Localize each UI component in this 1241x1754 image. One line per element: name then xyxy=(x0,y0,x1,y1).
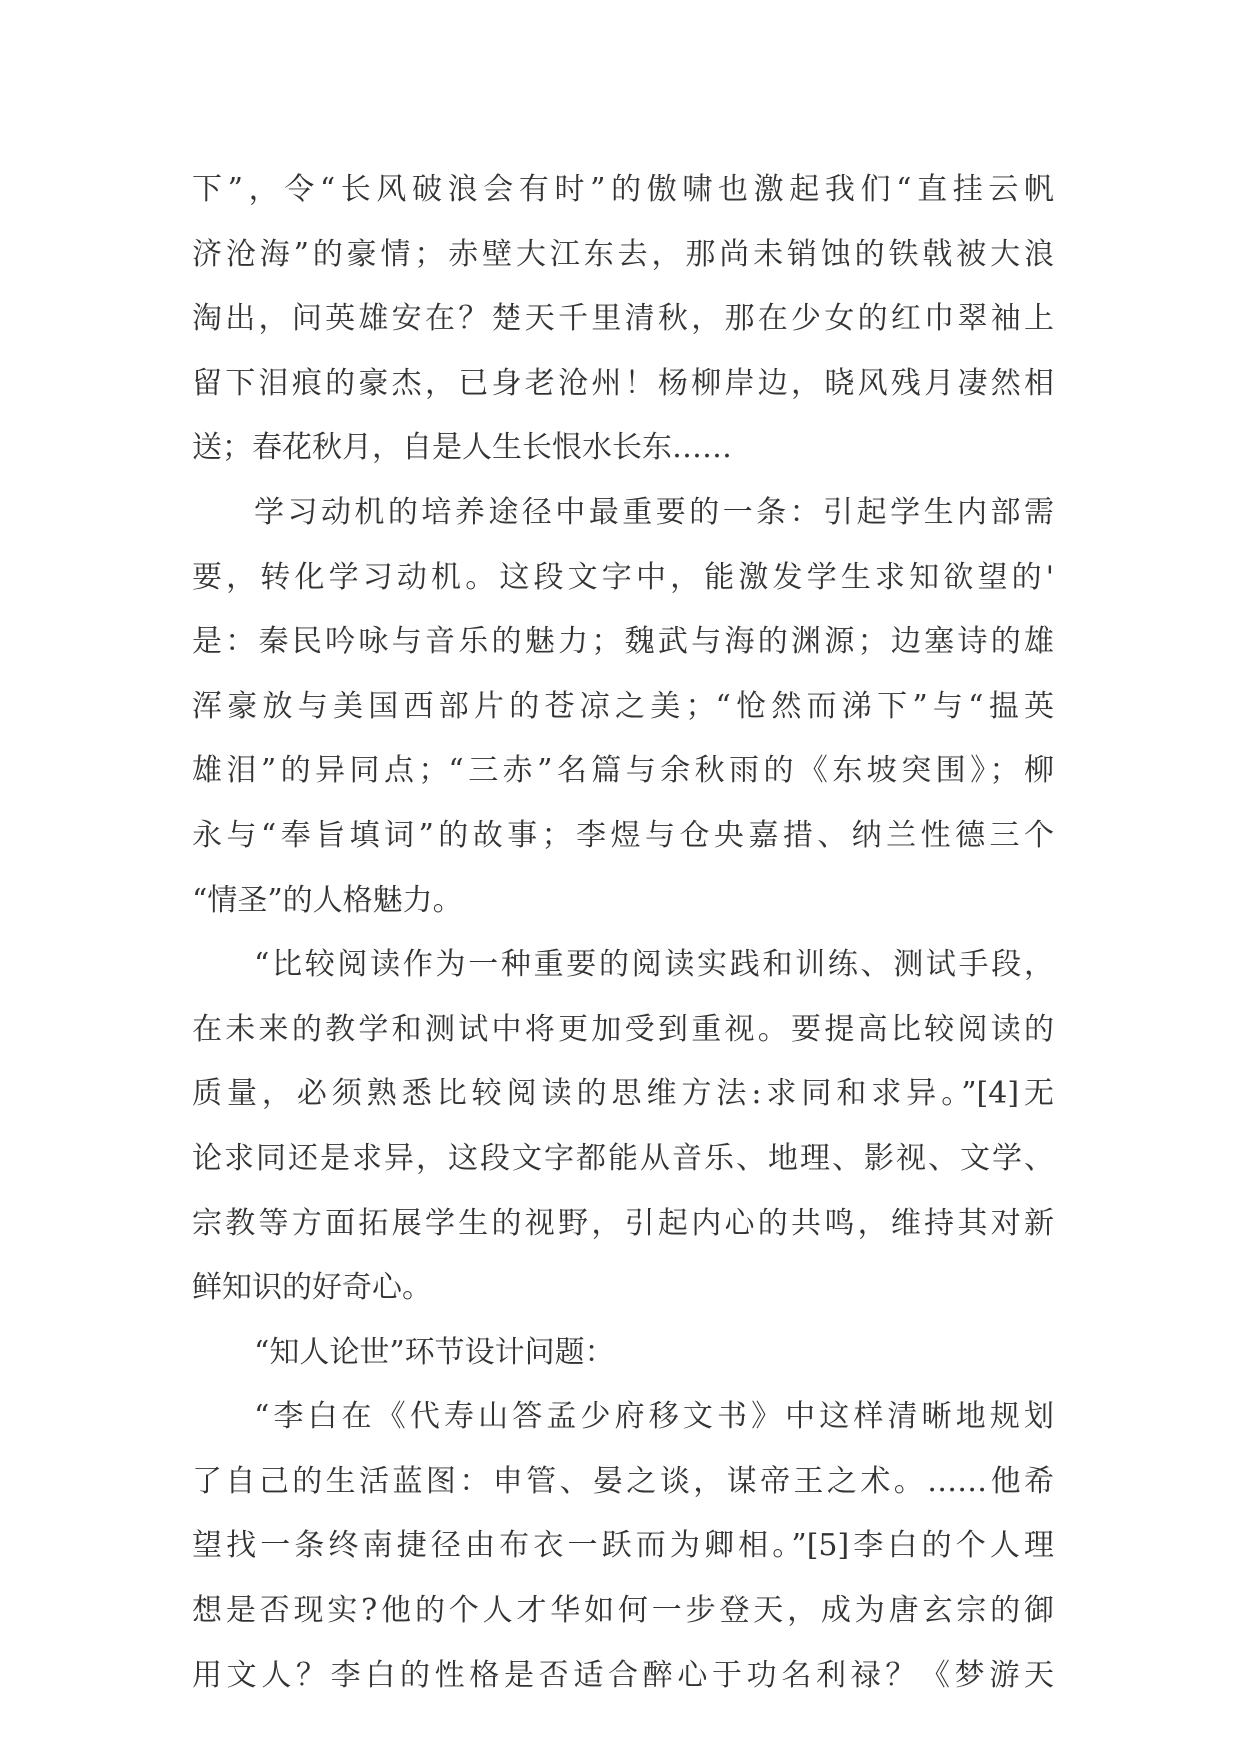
paragraph-2 xyxy=(192,481,1054,933)
text-line: 鲜知识的好奇心。 xyxy=(192,1270,432,1306)
text-line: 了自己的生活蓝图：申管、晏之谈，谋帝王之术。……他希 xyxy=(192,1463,1054,1499)
text-line: 济沧海”的豪情；赤壁大江东去，那尚未销蚀的铁戟被大浪 xyxy=(192,236,1054,272)
text-line: 用文人？李白的性格是否适合醉心于功名利禄？《梦游天 xyxy=(192,1657,1054,1693)
text-line: 学习动机的培养途径中最重要的一条：引起学生内部需 xyxy=(254,494,1054,530)
text-line: 淘出，问英雄安在？楚天千里清秋，那在少女的红巾翠袖上 xyxy=(192,301,1054,337)
text-line: 要，转化学习动机。这段文字中，能激发学生求知欲望的' xyxy=(192,559,1054,595)
body-text xyxy=(192,158,1054,1708)
text-line: 在未来的教学和测试中将更加受到重视。要提高比较阅读的 xyxy=(192,1011,1054,1047)
text-line: 想是否现实?他的个人才华如何一步登天，成为唐玄宗的御 xyxy=(192,1593,1054,1629)
text-line: 望找一条终南捷径由布衣一跃而为卿相。”[5]李白的个人理 xyxy=(192,1528,1054,1564)
text-line: 雄泪”的异同点；“三赤”名篇与余秋雨的《东坡突围》；柳 xyxy=(192,753,1054,789)
text-line: “比较阅读作为一种重要的阅读实践和训练、测试手段， xyxy=(254,947,1054,983)
text-line: “李白在《代寿山答孟少府移文书》中这样清晰地规划 xyxy=(254,1399,1054,1435)
text-line: 是：秦民吟咏与音乐的魅力；魏武与海的渊源；边塞诗的雄 xyxy=(192,624,1054,660)
text-line: 下”，令“长风破浪会有时”的傲啸也激起我们“直挂云帆 xyxy=(192,172,1054,207)
text-line: 论求同还是求异，这段文字都能从音乐、地理、影视、文学、 xyxy=(192,1140,1054,1176)
paragraph-5 xyxy=(192,1385,1054,1708)
paragraph-4 xyxy=(192,1321,1054,1386)
text-line: 留下泪痕的豪杰，已身老沧州！杨柳岸边，晓风残月凄然相 xyxy=(192,365,1054,401)
text-line: “情圣”的人格魅力。 xyxy=(192,882,463,918)
text-line: 永与“奉旨填词”的故事；李煜与仓央嘉措、纳兰性德三个 xyxy=(192,817,1054,853)
paragraph-3 xyxy=(192,933,1054,1321)
text-line: 浑豪放与美国西部片的苍凉之美；“怆然而涕下”与“揾英 xyxy=(192,688,1054,724)
text-line: “知人论世”环节设计问题： xyxy=(254,1334,615,1370)
paragraph-1 xyxy=(192,158,1054,481)
text-line: 送；春花秋月，自是人生长恨水长东…… xyxy=(192,430,732,466)
text-line: 质量，必须熟悉比较阅读的思维方法:求同和求异。”[4]无 xyxy=(192,1076,1054,1112)
text-line: 宗教等方面拓展学生的视野，引起内心的共鸣，维持其对新 xyxy=(192,1205,1054,1241)
